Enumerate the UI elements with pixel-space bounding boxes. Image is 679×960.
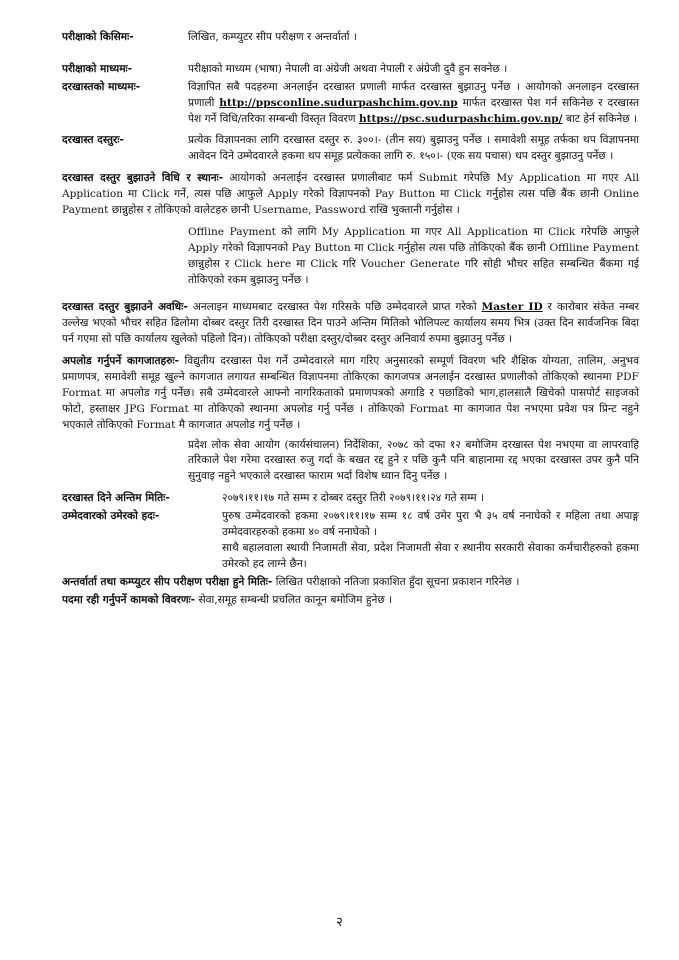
page-number: २: [336, 914, 343, 930]
last-date-label: दरखास्त दिने अन्तिम मितिः-: [62, 492, 170, 505]
last-date-section: [62, 491, 639, 507]
application-medium-text-3: बाट हेर्न सकिनेछ ।: [565, 112, 638, 125]
exam-medium-section: [62, 62, 639, 78]
age-limit-label: उम्मेदवारको उमेरको हदः-: [62, 510, 160, 523]
upload-docs-text-2: प्रदेश लोक सेवा आयोग (कार्यसंचालन) निर्देशिका, २०७८ को दफा १२ बमोजिम दरखास्त पेश नभएमा वा लापरवाहि तरिकाले पेश गरेमा दरखास्त रुजु गर्दा के बखत रद्द हुने र पछि कुनै पनि बाहानामा रद्द भएका दरखास्त उपर कुनै पनि सुनुवाइ नहुने भएकाले दरखास्त फाराम भर्दा विशेष ध्यान दिनु पर्नेछ ।: [188, 438, 639, 483]
age-limit-text-1: पुरुष उम्मेदवारको हकमा २०७९।११।१७ सम्म १८ वर्ष उमेर पुरा भै ३५ वर्ष ननाघेको र महिला तथा अपाङ्ग उम्मेदवारहरुको हकमा ४० वर्ष ननाघेको ।: [222, 510, 639, 539]
master-id-text: Master ID: [481, 301, 543, 314]
fee-method-online-text: आयोगको अनलाईन दरखास्त प्रणालीबाट फर्म Submit गरेपछि My Application मा गएर All Application मा Click गर्ने, त्यस पछि आफुले Apply गरेको विज्ञापनको Pay Button मा Click गर्नुहोस त्यस पछि बैंक छानी Online Payment छान्नुहोस र तोकिएको वालेटहरु छानी Username, Password राखि भुक्तानी गर्नुहोस ।: [62, 172, 639, 217]
fee-label: दरखास्त दस्तुरः-: [62, 134, 124, 147]
exam-type-text: लिखित, कम्प्युटर सीप परीक्षण र अन्तर्वार्ता ।: [188, 31, 357, 43]
work-details-label: पदमा रही गर्नुपर्ने कामको विवरणः-: [62, 593, 196, 606]
fee-deadline-section: [62, 300, 639, 348]
fee-method-label: दरखास्त दस्तुर बुझाउने विधि र स्थानः-: [62, 172, 224, 185]
application-medium-text-1: विज्ञापित सबै पदहरुमा अनलाईन दरखास्त प्रणाली मार्फत दरखास्त बुझाउनु पर्नेछ । आयोगको अनलाइन दरखास्त प्रणाली: [188, 80, 639, 109]
fee-text: प्रत्येक विज्ञापनका लागि दरखास्त दस्तुर रु. ३००।- (तीन सय) बुझाउनु पर्नेछ । समावेशी समूह तर्फका थप विज्ञापनमा आवेदन दिने उम्मेदवारले हकमा थप समूह प्रत्येकका लागि रु. १५०।- (एक सय पचास) थप दस्तुर बुझाउनु पर्नेछ ।: [188, 134, 639, 163]
upload-docs-label: अपलोड गर्नुपर्ने कागजातहरुः-: [62, 355, 180, 368]
work-details-section: [62, 593, 639, 609]
application-medium-text-2: मार्फत दरखास्त पेश गर्न सकिनेछ र दरखास्त पेश गर्ने विधि/तरिका सम्बन्धी विस्तृत विवरण: [188, 96, 639, 125]
online-system-link[interactable]: http://ppsconline.sudurpashchim.gov.np: [219, 96, 458, 109]
exam-type-label: परीक्षाको किसिमः-: [62, 31, 134, 43]
age-limit-text-2: साथै बहालवाला स्थायी निजामती सेवा, प्रदेश निजामती सेवा र स्थानीय सरकारी सेवाका कर्मचारीहरुको हकमा उमेरको हद लाग्ने छैन।: [222, 541, 639, 570]
fee-deadline-text-1: अनलाइन माध्यमबाट दरखास्त पेश गरिसके पछि उम्मेदवारले प्राप्त गरेको: [192, 301, 477, 314]
application-medium-text: [188, 80, 639, 128]
fee-deadline-label: दरखास्त दस्तुर बुझाउने अवधिः-: [62, 301, 188, 314]
application-medium-label: दरखास्तको माध्यमः-: [62, 80, 141, 93]
upload-docs-text-1: विद्युतीय दरखास्त पेश गर्ने उम्मेदवारले माग गरिए अनुसारको सम्पूर्ण विवरण भरि शैक्षिक योग्यता, तालिम, अनुभव प्रमाणपत्र, समावेशी समूह खुल्ने कागजात लगायत सम्बन्धित विज्ञापनमा तोकिएका कागजपत्र अनलाईन दरखास्त प्रणालीको तोकिएको स्थानमा PDF Format मा अपलोड गर्नु पर्नेछ। सबै उम्मेदवारले आफ्नो नागरिकताको प्रमाणपत्रको अगाडि र पछाडिको भाग,हालसालै खिचेको पासपोर्ट साइजको फोटो, हस्ताक्षर JPG Format मा तोकिएको स्थानमा अपलोड गर्नु पर्नेछ । तोकिएको Format मा कागजात पेश नभएमा प्रवेश पत्र प्रिन्ट नहुने भएकाले तोकिएको Format मै कागजात अपलोड गर्नु पर्नेछ ।: [62, 355, 639, 431]
work-details-text: सेवा,समूह सम्बन्धी प्रचलित कानून बमोजिम हुनेछ ।: [198, 593, 393, 606]
interview-date-section: [62, 575, 639, 591]
fee-method-section: [62, 171, 639, 219]
age-limit-section: [62, 509, 639, 573]
application-medium-section: [62, 80, 639, 128]
exam-medium-text: परीक्षाको माध्यम (भाषा) नेपाली वा अंग्रेजी अथवा नेपाली र अंग्रेजी दुवै हुन सक्नेछ ।: [188, 62, 508, 75]
age-limit-text: [222, 509, 639, 573]
interview-date-label: अन्तर्वार्ता तथा कम्प्युटर सीप परीक्षण परीक्षा हुने मितिः-: [62, 575, 273, 588]
exam-medium-label: परीक्षाको माध्यमः-: [62, 62, 133, 75]
exam-type-section: [62, 30, 639, 46]
last-date-text: २०७९।११।१७ गते सम्म र दोब्बर दस्तुर तिरी २०७९।११।२४ गते सम्म ।: [222, 492, 485, 505]
fee-section: [62, 133, 639, 165]
upload-docs-section: [62, 354, 639, 433]
interview-date-text: लिखित परीक्षाको नतिजा प्रकाशित हुँदा सूचना प्रकाशन गरिनेछ ।: [275, 575, 520, 588]
fee-deadline-text-2: र कारोबार संकेत नम्बर उल्लेख भएको भौचर सहित ढिलोमा दोब्बर दस्तुर तिरी दरखास्त दिन पाउने अन्तिम मितिको भोलिपल्ट कार्यालय समय भित्र (उक्त दिन सार्वजनिक बिदा पर्न गएमा सो पछि कार्यालय खुलेको पहिलो दिन)। तोकिएको परीक्षा दस्तुर/दोब्बर दस्तुर अनिवार्य रुपमा बुझाउनु पर्नेछ ।: [62, 301, 639, 346]
psc-website-link[interactable]: https://psc.sudurpashchim.gov.np/: [358, 112, 563, 125]
fee-method-offline-text: Offline Payment को लागि My Application मा गएर All Application मा Click गरेपछि आफुले Apply गरेको विज्ञापनको Pay Button मा Click गर्नुहोस त्यस पछि तोकिएको बैंक छानी Offlline Payment छान्नुहोस र Click here मा Click गरि Voucher Generate गरि सोही भौचर सहित सम्बन्धित बैंकमा गई तोकिएको रकम बुझाउनु पर्नेछ ।: [188, 225, 639, 286]
